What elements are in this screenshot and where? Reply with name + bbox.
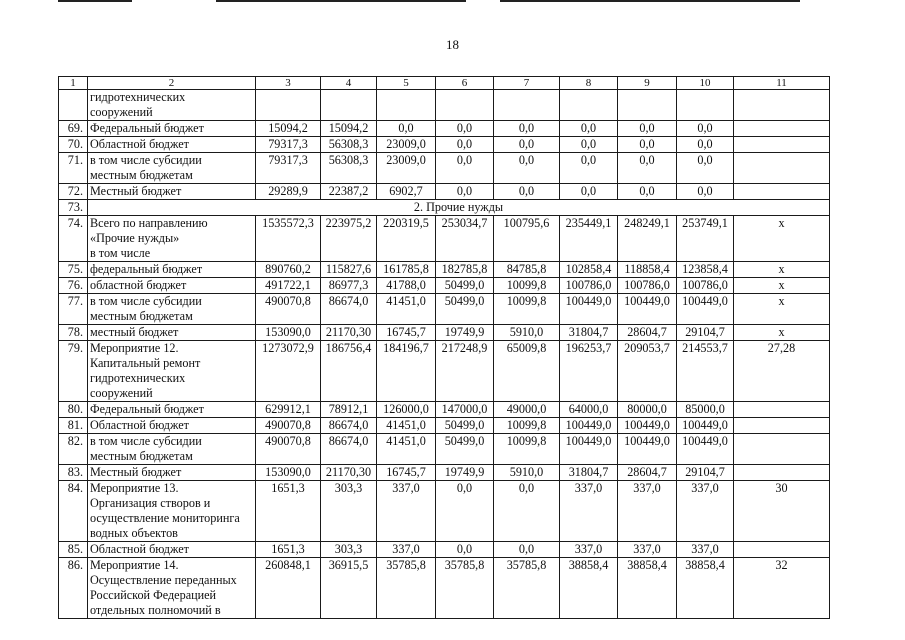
value-cell: 223975,2 [321,216,377,262]
value-cell: 184196,7 [377,341,436,402]
value-cell: 28604,7 [618,465,677,481]
value-cell: 79317,3 [256,153,321,184]
value-cell: 10099,8 [494,278,560,294]
item-name-cell: Местный бюджет [88,184,256,200]
reference-cell [734,184,830,200]
value-cell: 118858,4 [618,262,677,278]
value-cell: 253034,7 [436,216,494,262]
value-cell: 260848,1 [256,558,321,619]
row-number-cell: 82. [59,434,88,465]
row-number-cell: 83. [59,465,88,481]
value-cell: 153090,0 [256,465,321,481]
table-row [59,294,830,325]
value-cell: 0,0 [560,153,618,184]
value-cell: 0,0 [618,153,677,184]
value-cell: 337,0 [560,481,618,542]
value-cell: 209053,7 [618,341,677,402]
value-cell: 303,3 [321,481,377,542]
row-number-cell [59,90,88,121]
value-cell: 41788,0 [377,278,436,294]
value-cell: 41451,0 [377,434,436,465]
value-cell: 0,0 [677,153,734,184]
value-cell: 123858,4 [677,262,734,278]
value-cell: 64000,0 [560,402,618,418]
value-cell: 100786,0 [560,278,618,294]
value-cell: 38858,4 [618,558,677,619]
value-cell: 85000,0 [677,402,734,418]
value-cell: 253749,1 [677,216,734,262]
value-cell: 15094,2 [256,121,321,137]
value-cell: 29289,9 [256,184,321,200]
value-cell: 5910,0 [494,325,560,341]
header-cell: 3 [256,77,321,90]
value-cell: 0,0 [494,121,560,137]
value-cell: 0,0 [494,481,560,542]
value-cell: 490070,8 [256,418,321,434]
value-cell: 214553,7 [677,341,734,402]
value-cell: 100449,0 [618,294,677,325]
value-cell: 38858,4 [677,558,734,619]
reference-cell [734,153,830,184]
reference-cell: x [734,262,830,278]
value-cell: 491722,1 [256,278,321,294]
value-cell: 50499,0 [436,278,494,294]
value-cell: 196253,7 [560,341,618,402]
item-name-cell: Федеральный бюджет [88,402,256,418]
value-cell: 56308,3 [321,137,377,153]
row-number-cell: 70. [59,137,88,153]
value-cell: 337,0 [677,481,734,542]
item-name-cell: Областной бюджет [88,137,256,153]
value-cell: 41451,0 [377,294,436,325]
value-cell: 10099,8 [494,294,560,325]
value-cell [618,90,677,121]
value-cell: 100795,6 [494,216,560,262]
reference-cell [734,418,830,434]
item-name-cell: областной бюджет [88,278,256,294]
value-cell: 102858,4 [560,262,618,278]
value-cell: 41451,0 [377,418,436,434]
value-cell: 186756,4 [321,341,377,402]
table-row [59,481,830,542]
table-row [59,558,830,619]
reference-cell: 32 [734,558,830,619]
table-row [59,418,830,434]
value-cell: 0,0 [494,137,560,153]
value-cell: 161785,8 [377,262,436,278]
table-row [59,341,830,402]
value-cell: 80000,0 [618,402,677,418]
value-cell: 337,0 [618,542,677,558]
value-cell [494,90,560,121]
value-cell: 50499,0 [436,418,494,434]
header-cell: 4 [321,77,377,90]
item-name-cell: Мероприятие 14. Осуществление переданных Российской Федерацией отдельных полномочий в [88,558,256,619]
item-name-cell: Областной бюджет [88,542,256,558]
table-row [59,153,830,184]
table-body [59,90,830,619]
value-cell: 0,0 [494,153,560,184]
value-cell: 19749,9 [436,325,494,341]
value-cell: 19749,9 [436,465,494,481]
value-cell: 100449,0 [677,294,734,325]
value-cell: 337,0 [618,481,677,542]
value-cell: 0,0 [436,542,494,558]
table-row [59,216,830,262]
value-cell [560,90,618,121]
value-cell: 153090,0 [256,325,321,341]
value-cell: 79317,3 [256,137,321,153]
reference-cell: x [734,294,830,325]
table-row [59,90,830,121]
reference-cell [734,542,830,558]
row-number-cell: 74. [59,216,88,262]
value-cell: 490070,8 [256,294,321,325]
reference-cell: 30 [734,481,830,542]
value-cell [321,90,377,121]
value-cell: 50499,0 [436,434,494,465]
value-cell: 56308,3 [321,153,377,184]
value-cell: 0,0 [677,137,734,153]
value-cell: 10099,8 [494,418,560,434]
table-row [59,121,830,137]
page-number: 18 [446,37,459,52]
value-cell: 21170,30 [321,325,377,341]
item-name-cell: Областной бюджет [88,418,256,434]
value-cell: 100786,0 [618,278,677,294]
row-number-cell: 73. [59,200,88,216]
value-cell: 84785,8 [494,262,560,278]
table-row [59,137,830,153]
value-cell: 220319,5 [377,216,436,262]
value-cell: 0,0 [618,137,677,153]
value-cell: 0,0 [560,121,618,137]
value-cell: 1651,3 [256,481,321,542]
row-number-cell: 75. [59,262,88,278]
value-cell: 248249,1 [618,216,677,262]
value-cell: 890760,2 [256,262,321,278]
table-row [59,278,830,294]
item-name-cell: местный бюджет [88,325,256,341]
value-cell: 1651,3 [256,542,321,558]
value-cell [256,90,321,121]
value-cell: 10099,8 [494,434,560,465]
value-cell: 629912,1 [256,402,321,418]
value-cell: 23009,0 [377,153,436,184]
value-cell: 16745,7 [377,325,436,341]
value-cell: 337,0 [560,542,618,558]
value-cell: 15094,2 [321,121,377,137]
row-number-cell: 69. [59,121,88,137]
value-cell: 86674,0 [321,294,377,325]
reference-cell [734,121,830,137]
value-cell: 100449,0 [618,434,677,465]
value-cell: 0,0 [436,481,494,542]
value-cell: 38858,4 [560,558,618,619]
value-cell: 16745,7 [377,465,436,481]
value-cell: 0,0 [618,184,677,200]
value-cell: 65009,8 [494,341,560,402]
row-number-cell: 79. [59,341,88,402]
value-cell: 126000,0 [377,402,436,418]
value-cell: 0,0 [436,184,494,200]
value-cell: 28604,7 [618,325,677,341]
row-number-cell: 81. [59,418,88,434]
top-rule-left [58,0,132,2]
value-cell: 31804,7 [560,325,618,341]
header-cell: 10 [677,77,734,90]
column-number-row [59,77,830,90]
value-cell: 86674,0 [321,434,377,465]
header-cell: 1 [59,77,88,90]
value-cell: 0,0 [436,121,494,137]
value-cell: 35785,8 [377,558,436,619]
table-row [59,434,830,465]
value-cell: 235449,1 [560,216,618,262]
value-cell: 115827,6 [321,262,377,278]
value-cell: 217248,9 [436,341,494,402]
value-cell: 0,0 [677,184,734,200]
value-cell [436,90,494,121]
value-cell [377,90,436,121]
value-cell: 23009,0 [377,137,436,153]
row-number-cell: 80. [59,402,88,418]
header-cell: 8 [560,77,618,90]
value-cell: 147000,0 [436,402,494,418]
value-cell: 29104,7 [677,465,734,481]
row-number-cell: 77. [59,294,88,325]
value-cell: 5910,0 [494,465,560,481]
header-cell: 11 [734,77,830,90]
value-cell: 100449,0 [560,418,618,434]
value-cell: 0,0 [560,137,618,153]
item-name-cell: Федеральный бюджет [88,121,256,137]
value-cell: 337,0 [377,481,436,542]
row-number-cell: 86. [59,558,88,619]
table-row [59,325,830,341]
value-cell: 0,0 [494,542,560,558]
reference-cell: x [734,278,830,294]
value-cell: 0,0 [677,121,734,137]
value-cell: 78912,1 [321,402,377,418]
reference-cell [734,90,830,121]
value-cell: 35785,8 [494,558,560,619]
budget-table [58,76,830,619]
value-cell: 100449,0 [560,294,618,325]
value-cell: 337,0 [377,542,436,558]
header-cell: 6 [436,77,494,90]
header-cell: 2 [88,77,256,90]
value-cell: 29104,7 [677,325,734,341]
value-cell: 303,3 [321,542,377,558]
value-cell: 0,0 [436,137,494,153]
item-name-cell: Мероприятие 13. Организация створов и осуществление мониторинга водных объектов [88,481,256,542]
header-cell: 5 [377,77,436,90]
value-cell: 100449,0 [677,434,734,465]
table-row [59,542,830,558]
reference-cell: x [734,216,830,262]
value-cell: 36915,5 [321,558,377,619]
reference-cell [734,434,830,465]
value-cell: 337,0 [677,542,734,558]
top-rule-right [500,0,800,2]
item-name-cell: в том числе субсидии местным бюджетам [88,153,256,184]
table-row [59,262,830,278]
row-number-cell: 76. [59,278,88,294]
value-cell: 0,0 [560,184,618,200]
reference-cell: 27,28 [734,341,830,402]
value-cell: 0,0 [618,121,677,137]
value-cell: 100786,0 [677,278,734,294]
table-row [59,184,830,200]
header-cell: 7 [494,77,560,90]
value-cell: 1273072,9 [256,341,321,402]
value-cell: 182785,8 [436,262,494,278]
table-row [59,200,830,216]
item-name-cell: федеральный бюджет [88,262,256,278]
row-number-cell: 72. [59,184,88,200]
item-name-cell: в том числе субсидии местным бюджетам [88,434,256,465]
row-number-cell: 78. [59,325,88,341]
value-cell: 31804,7 [560,465,618,481]
section-title-cell: 2. Прочие нужды [88,200,830,216]
value-cell: 86674,0 [321,418,377,434]
value-cell: 49000,0 [494,402,560,418]
top-rule-middle [216,0,466,2]
value-cell [677,90,734,121]
value-cell: 35785,8 [436,558,494,619]
value-cell: 100449,0 [560,434,618,465]
value-cell: 50499,0 [436,294,494,325]
value-cell: 0,0 [377,121,436,137]
value-cell: 6902,7 [377,184,436,200]
value-cell: 0,0 [494,184,560,200]
reference-cell [734,402,830,418]
value-cell: 86977,3 [321,278,377,294]
item-name-cell: Всего по направлению «Прочие нужды» в том числе [88,216,256,262]
row-number-cell: 84. [59,481,88,542]
item-name-cell: Мероприятие 12. Капитальный ремонт гидротехнических сооружений [88,341,256,402]
value-cell: 1535572,3 [256,216,321,262]
item-name-cell: гидротехнических сооружений [88,90,256,121]
value-cell: 100449,0 [618,418,677,434]
row-number-cell: 85. [59,542,88,558]
header-cell: 9 [618,77,677,90]
table-row [59,465,830,481]
value-cell: 490070,8 [256,434,321,465]
table-row [59,402,830,418]
row-number-cell: 71. [59,153,88,184]
value-cell: 21170,30 [321,465,377,481]
value-cell: 100449,0 [677,418,734,434]
item-name-cell: Местный бюджет [88,465,256,481]
reference-cell [734,137,830,153]
reference-cell: x [734,325,830,341]
reference-cell [734,465,830,481]
item-name-cell: в том числе субсидии местным бюджетам [88,294,256,325]
value-cell: 0,0 [436,153,494,184]
value-cell: 22387,2 [321,184,377,200]
